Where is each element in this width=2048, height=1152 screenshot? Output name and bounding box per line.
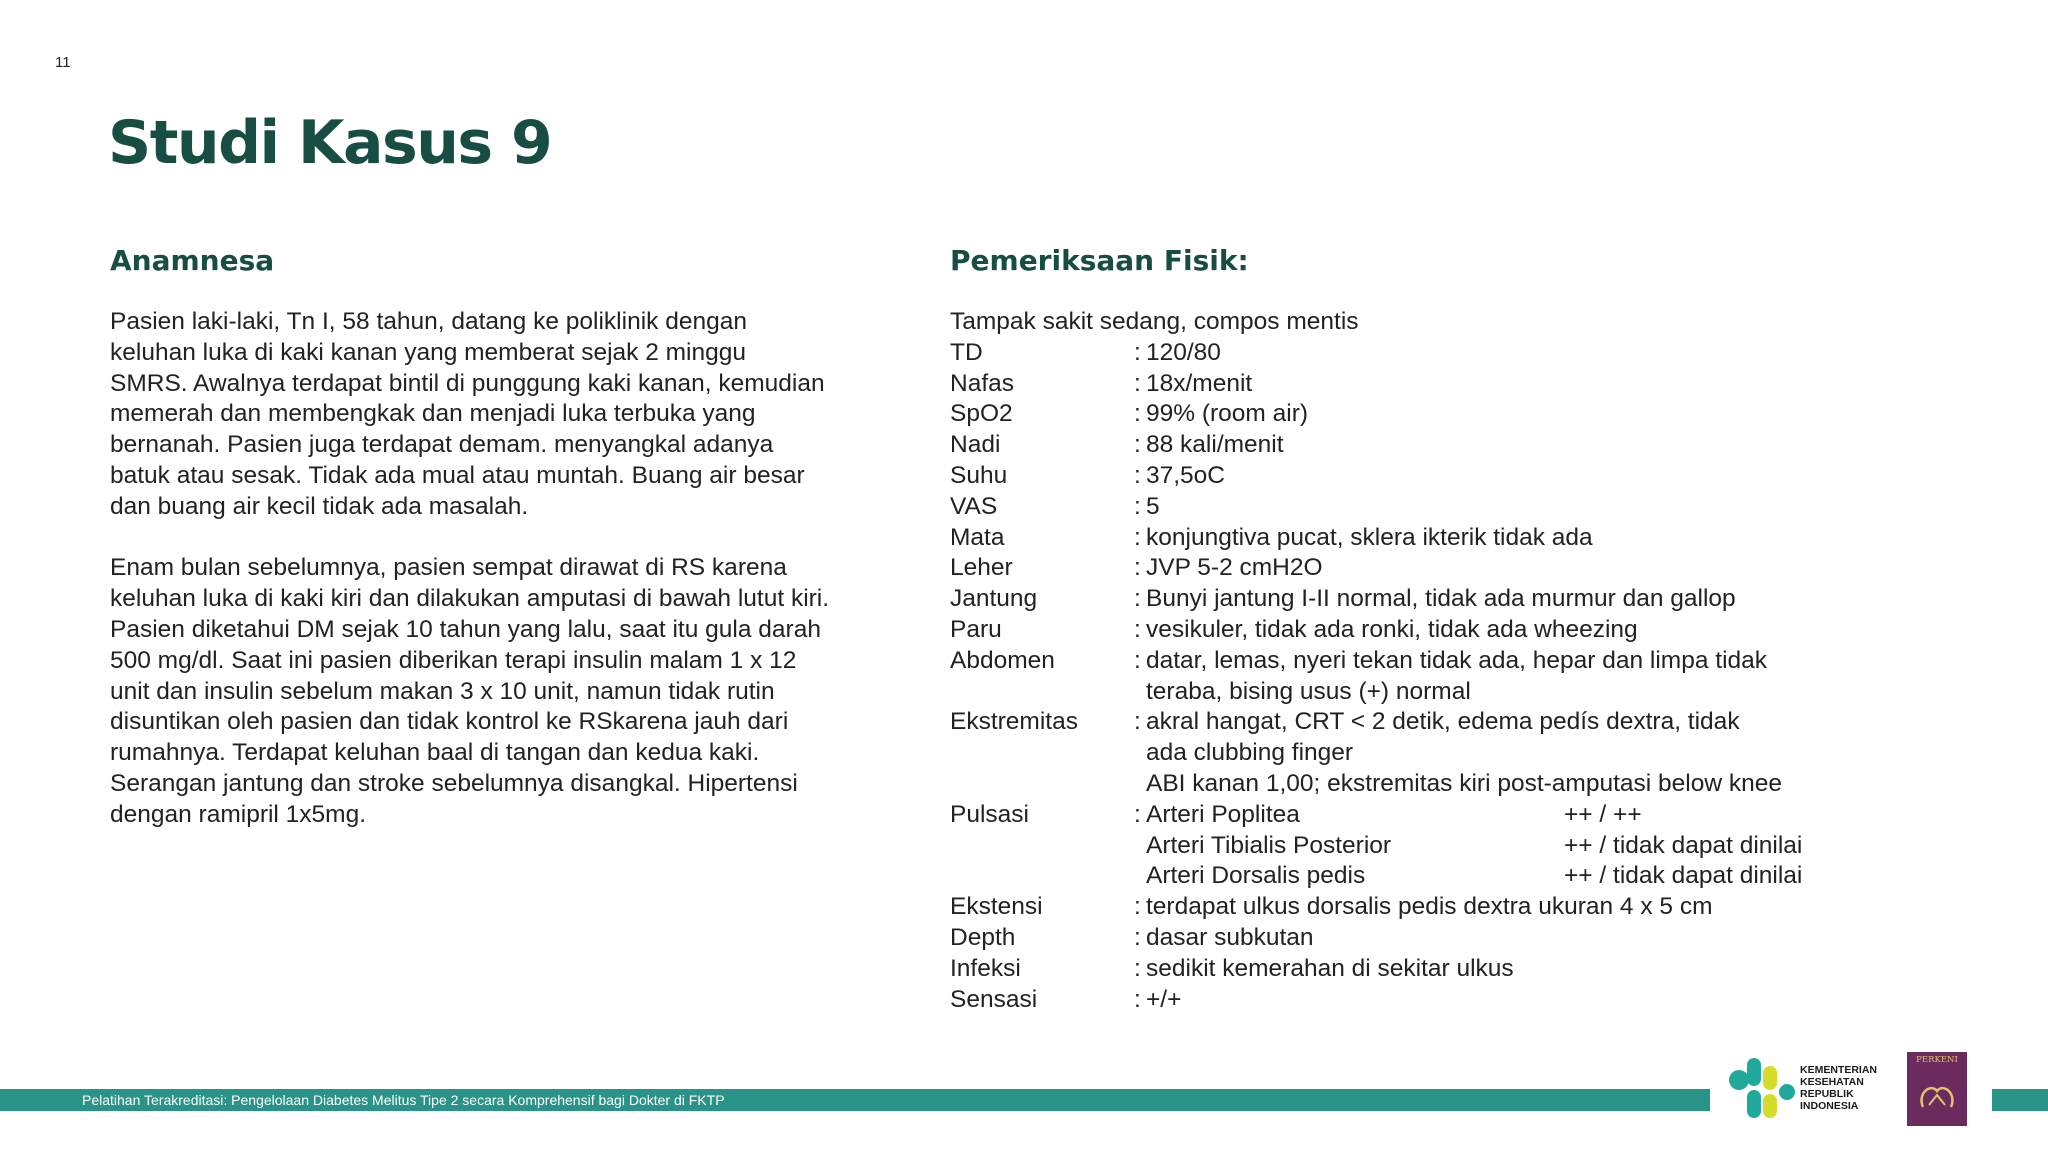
vital-label: Suhu xyxy=(950,461,1008,489)
kemenkes-wordmark: KEMENTERIAN KESEHATAN REPUBLIK INDONESIA xyxy=(1800,1064,1878,1112)
anamnesa-heading: Anamnesa xyxy=(110,244,275,277)
ulkus-value: dasar subkutan xyxy=(1146,923,1314,951)
page-number: 11 xyxy=(55,54,71,71)
ulkus-row-infeksi xyxy=(950,954,2000,985)
colon: : xyxy=(1134,615,1141,643)
colon: : xyxy=(1134,646,1141,674)
vital-value: 5 xyxy=(1146,492,1160,520)
vital-label: Nafas xyxy=(950,369,1015,397)
footer-text: Pelatihan Terakreditasi: Pengelolaan Diabetes Melitus Tipe 2 secara Komprehensif bagi Dokter di FKTP xyxy=(82,1092,725,1108)
ulkus-value: terdapat ulkus dorsalis pedis dextra ukuran 4 x 5 cm xyxy=(1146,893,1713,921)
ulkus-value: sedikit kemerahan di sekitar ulkus xyxy=(1146,954,1514,982)
colon: : xyxy=(1134,492,1141,520)
vital-value: konjungtiva pucat, sklera ikterik tidak ada xyxy=(1146,523,1593,551)
colon: : xyxy=(1134,585,1141,613)
vital-value: JVP 5-2 cmH2O xyxy=(1146,554,1323,582)
footer-bar-right xyxy=(1992,1089,2048,1111)
vital-row-suhu xyxy=(950,461,2000,492)
pulsasi-item xyxy=(1146,800,2000,831)
colon: : xyxy=(1134,923,1141,951)
ulkus-row-sensasi xyxy=(950,985,2000,1016)
colon: : xyxy=(1134,523,1141,551)
vital-value: 88 kali/menit xyxy=(1146,431,1284,459)
vital-label: Nadi xyxy=(950,431,1001,459)
abdomen-row xyxy=(950,646,2000,708)
colon: : xyxy=(1134,893,1141,921)
ulkus-label: Ekstensi xyxy=(950,893,1043,921)
vital-label: SpO2 xyxy=(950,400,1013,428)
pemeriksaan-heading: Pemeriksaan Fisik: xyxy=(950,244,1249,277)
ekstremitas-row xyxy=(950,707,2000,799)
slide-title: Studi Kasus 9 xyxy=(108,108,552,178)
ekstremitas-line: akral hangat, CRT < 2 detik, edema pedís dextra, tidak xyxy=(1146,708,1740,736)
vital-label: TD xyxy=(950,338,983,366)
vital-value: Bunyi jantung I-II normal, tidak ada murmur dan gallop xyxy=(1146,585,1736,613)
ekstremitas-line: ada clubbing finger xyxy=(1146,739,1354,767)
colon: : xyxy=(1134,985,1141,1013)
pulsasi-item xyxy=(1146,831,2000,862)
vital-row-leher xyxy=(950,553,2000,584)
artery-name: Arteri Poplitea xyxy=(1146,800,1300,828)
colon: : xyxy=(1134,554,1141,582)
pemeriksaan-section xyxy=(950,307,2000,1015)
abdomen-line: datar, lemas, nyeri tekan tidak ada, hepar dan limpa tidak xyxy=(1146,646,1768,674)
vital-row-jantung xyxy=(950,584,2000,615)
vital-label: Leher xyxy=(950,554,1013,582)
colon: : xyxy=(1134,954,1141,982)
vital-row-mata xyxy=(950,523,2000,554)
artery-name: Arteri Tibialis Posterior xyxy=(1146,831,1392,859)
colon: : xyxy=(1134,369,1141,397)
ulkus-row-ekstensi xyxy=(950,892,2000,923)
abdomen-label: Abdomen xyxy=(950,646,1055,674)
artery-value: ++ / ++ xyxy=(1564,800,1642,828)
colon: : xyxy=(1134,800,1141,828)
colon: : xyxy=(1134,338,1141,366)
vital-label: Paru xyxy=(950,615,1002,643)
ulkus-label: Sensasi xyxy=(950,985,1038,1013)
vital-row-spo2 xyxy=(950,399,2000,430)
artery-value: ++ / tidak dapat dinilai xyxy=(1564,862,1803,890)
anamnesa-section xyxy=(110,307,830,831)
vital-row-td xyxy=(950,338,2000,369)
vital-value: 99% (room air) xyxy=(1146,400,1309,428)
ekstremitas-label: Ekstremitas xyxy=(950,708,1078,736)
anamnesa-paragraph: Pasien laki-laki, Tn I, 58 tahun, datang ke poliklinik dengan keluhan luka di kaki kanan yang memberat sejak 2 minggu SMRS. Awalnya terdapat bintil di punggung kaki kanan, kemudian memerah dan membengkak dan menjadi luka terbuka yang bernanah. Pasien juga terdapat demam. menyangkal adanya batuk atau sesak. Tidak ada mual atau muntah. Buang air besar dan buang air kecil tidak ada masalah. xyxy=(110,308,825,520)
artery-name: Arteri Dorsalis pedis xyxy=(1146,862,1366,890)
artery-value: ++ / tidak dapat dinilai xyxy=(1564,831,1803,859)
vital-label: Jantung xyxy=(950,585,1038,613)
vital-row-paru xyxy=(950,615,2000,646)
vital-value: 18x/menit xyxy=(1146,369,1253,397)
colon: : xyxy=(1134,461,1141,489)
vital-label: Mata xyxy=(950,523,1005,551)
vital-label: VAS xyxy=(950,492,998,520)
colon: : xyxy=(1134,708,1141,736)
vital-value: 37,5oC xyxy=(1146,461,1226,489)
vital-row-nafas xyxy=(950,369,2000,400)
vital-row-nadi xyxy=(950,430,2000,461)
perkeni-logo-icon: PERKENI xyxy=(1907,1052,1967,1126)
ulkus-value: +/+ xyxy=(1146,985,1182,1013)
pulsasi-label: Pulsasi xyxy=(950,800,1029,828)
abdomen-line: teraba, bising usus (+) normal xyxy=(1146,677,1471,705)
vital-row-vas xyxy=(950,492,2000,523)
vital-value: 120/80 xyxy=(1146,338,1221,366)
ekstremitas-line: ABI kanan 1,00; ekstremitas kiri post-amputasi below knee xyxy=(1146,769,1782,797)
ulkus-row-depth xyxy=(950,923,2000,954)
pemeriksaan-intro: Tampak sakit sedang, compos mentis xyxy=(950,308,1359,335)
pulsasi-row xyxy=(950,800,2000,892)
colon: : xyxy=(1134,431,1141,459)
vital-value: vesikuler, tidak ada ronki, tidak ada wheezing xyxy=(1146,615,1638,643)
ulkus-label: Depth xyxy=(950,923,1016,951)
anamnesa-paragraph: Enam bulan sebelumnya, pasien sempat dirawat di RS karena keluhan luka di kaki kiri dan dilakukan amputasi di bawah lutut kiri. Pasien diketahui DM sejak 10 tahun yang lalu, saat itu gula darah 500 mg/dl. Saat ini pasien diberikan terapi insulin malam 1 x 12 unit dan insulin sebelum makan 3 x 10 unit, namun tidak rutin disuntikan oleh pasien dan tidak kontrol ke RSkarena jauh dari rumahnya. Terdapat keluhan baal di tangan dan kedua kaki. Serangan jantung dan stroke sebelumnya disangkal. Hipertensi dengan ramipril 1x5mg. xyxy=(110,554,830,828)
pulsasi-item xyxy=(1146,861,2000,892)
ulkus-label: Infeksi xyxy=(950,954,1021,982)
colon: : xyxy=(1134,400,1141,428)
